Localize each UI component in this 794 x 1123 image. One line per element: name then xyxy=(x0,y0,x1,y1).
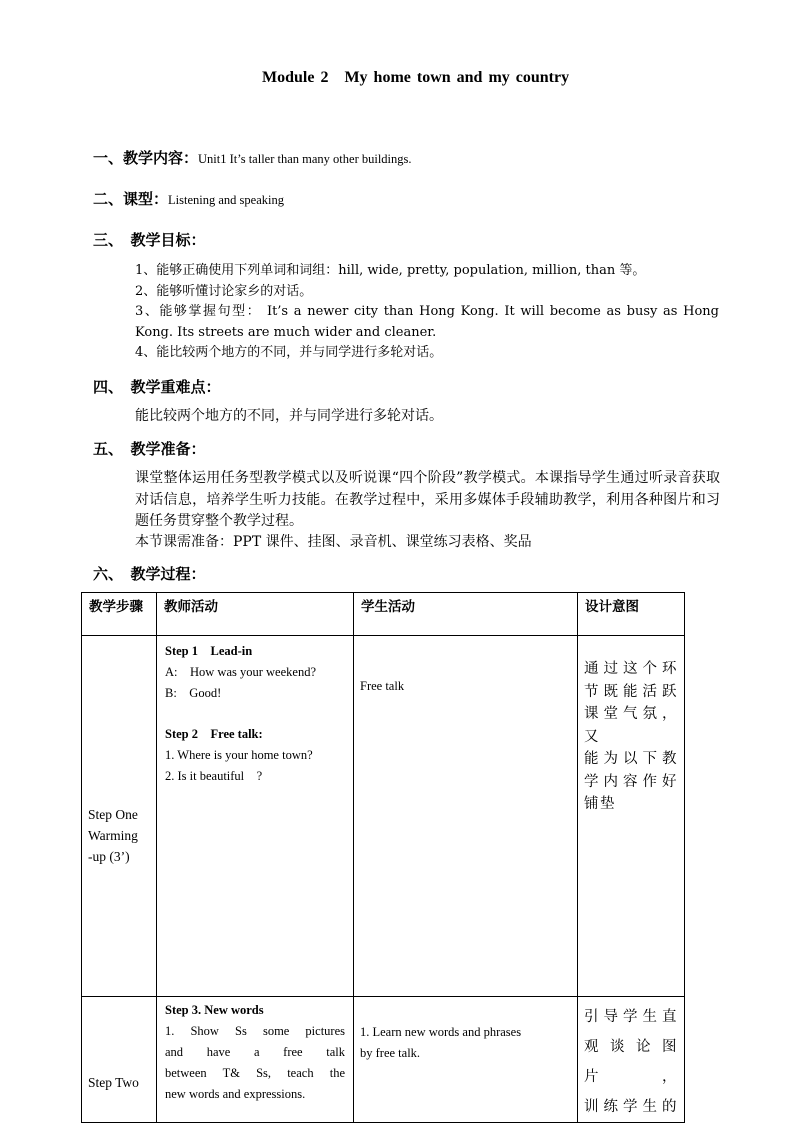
teacher-text-line: and have a free talk xyxy=(165,1045,345,1059)
design-intent-line: 铺垫 xyxy=(584,796,616,812)
section-type-value: Listening and speaking xyxy=(168,193,284,207)
step-label-line: Step Two xyxy=(88,1075,139,1090)
header-student-activity: 学生活动 xyxy=(354,593,578,636)
teacher-question-2: 2. Is it beautiful ? xyxy=(165,769,263,783)
design-intent-line: 学内容作好 xyxy=(584,773,678,790)
process-table xyxy=(81,592,685,1123)
design-intent-line: 引导学生直 xyxy=(584,1009,678,1025)
objective-item-1: 1、能够正确使用下列单词和词组：hill, wide, pretty, population, million, than 等。 xyxy=(135,263,646,278)
table-row xyxy=(82,997,685,1123)
preparation-paragraph: 课堂整体运用任务型教学模式以及听说课“四个阶段”教学模式。本课指导学生通过听录音获取对话信息，培养学生听力技能。在教学过程中，采用多媒体手段辅助教学，利用各种图片和习题任务贯穿整个教学过程。 xyxy=(135,470,720,529)
teacher-text-line: new words and expressions. xyxy=(165,1087,306,1101)
student-activity-cell xyxy=(354,636,578,997)
document-title: Module 2 My home town and my country xyxy=(262,69,570,86)
teacher-activity-cell xyxy=(157,997,354,1123)
teacher-step-3-heading: Step 3. New words xyxy=(165,1003,264,1017)
student-activity-text: Free talk xyxy=(360,679,405,693)
student-activity-line: 1. Learn new words and phrases xyxy=(360,1025,522,1039)
section-objectives-label: 三、 教学目标： xyxy=(93,231,206,249)
teacher-line-b: B: Good! xyxy=(165,686,222,700)
design-intent-cell xyxy=(578,997,685,1123)
step-label-line: Step One xyxy=(88,807,138,822)
objective-item-2: 2、能够听懂讨论家乡的对话。 xyxy=(135,284,313,299)
design-intent-line: 训练学生的 xyxy=(584,1099,678,1115)
teacher-question-1: 1. Where is your home town? xyxy=(165,748,313,762)
section-content xyxy=(93,147,412,168)
header-step: 教学步骤 xyxy=(82,593,157,636)
teacher-line-a: A: How was your weekend? xyxy=(165,665,317,679)
objective-item-4: 4、能比较两个地方的不同，并与同学进行多轮对话。 xyxy=(135,345,443,360)
table-header-row xyxy=(82,593,685,636)
table-row xyxy=(82,636,685,997)
step-cell xyxy=(82,997,157,1123)
section-content-value: Unit1 It’s taller than many other buildings. xyxy=(198,152,412,166)
student-activity-line: by free talk. xyxy=(360,1046,421,1060)
design-intent-line: 能为以下教 xyxy=(584,751,678,767)
step-cell xyxy=(82,636,157,997)
student-activity-cell xyxy=(354,997,578,1123)
section-content-label: 一、教学内容： xyxy=(93,149,199,167)
teacher-text-line: between T& Ss, teach the xyxy=(165,1066,345,1080)
section-process-label: 六、 教学过程： xyxy=(93,565,206,583)
section-keypoints-label: 四、 教学重难点： xyxy=(93,378,221,396)
section-type-label: 二、课型： xyxy=(93,190,169,208)
section-type xyxy=(93,188,284,209)
design-intent-line: 课堂气氛，又 xyxy=(584,706,678,745)
step-label-line: -up (3’) xyxy=(88,849,130,864)
objective-item-3: 3、能够掌握句型： It’s a newer city than Hong Kong. It will become as busy as Hong Kong. Its streets are much wider and cleaner. xyxy=(135,304,719,340)
teacher-step-2-heading: Step 2 Free talk: xyxy=(165,727,263,741)
keypoints-text: 能比较两个地方的不同，并与同学进行多轮对话。 xyxy=(135,408,443,424)
preparation-materials: 本节课需准备：PPT 课件、挂图、录音机、课堂练习表格、奖品 xyxy=(135,534,532,550)
header-teacher-activity: 教师活动 xyxy=(157,593,354,636)
design-intent-line: 观谈论图片， xyxy=(584,1039,678,1085)
design-intent-line: 节既能活跃 xyxy=(584,683,678,700)
section-preparation-label: 五、 教学准备： xyxy=(93,440,206,458)
design-intent-line: 通过这个环 xyxy=(584,661,678,677)
header-design-intent: 设计意图 xyxy=(578,593,685,636)
design-intent-cell xyxy=(578,636,685,997)
step-label-line: Warming xyxy=(88,828,138,843)
teacher-step-1-heading: Step 1 Lead-in xyxy=(165,644,253,658)
teacher-text-line: 1. Show Ss some pictures xyxy=(165,1024,345,1038)
teacher-activity-cell xyxy=(157,636,354,997)
